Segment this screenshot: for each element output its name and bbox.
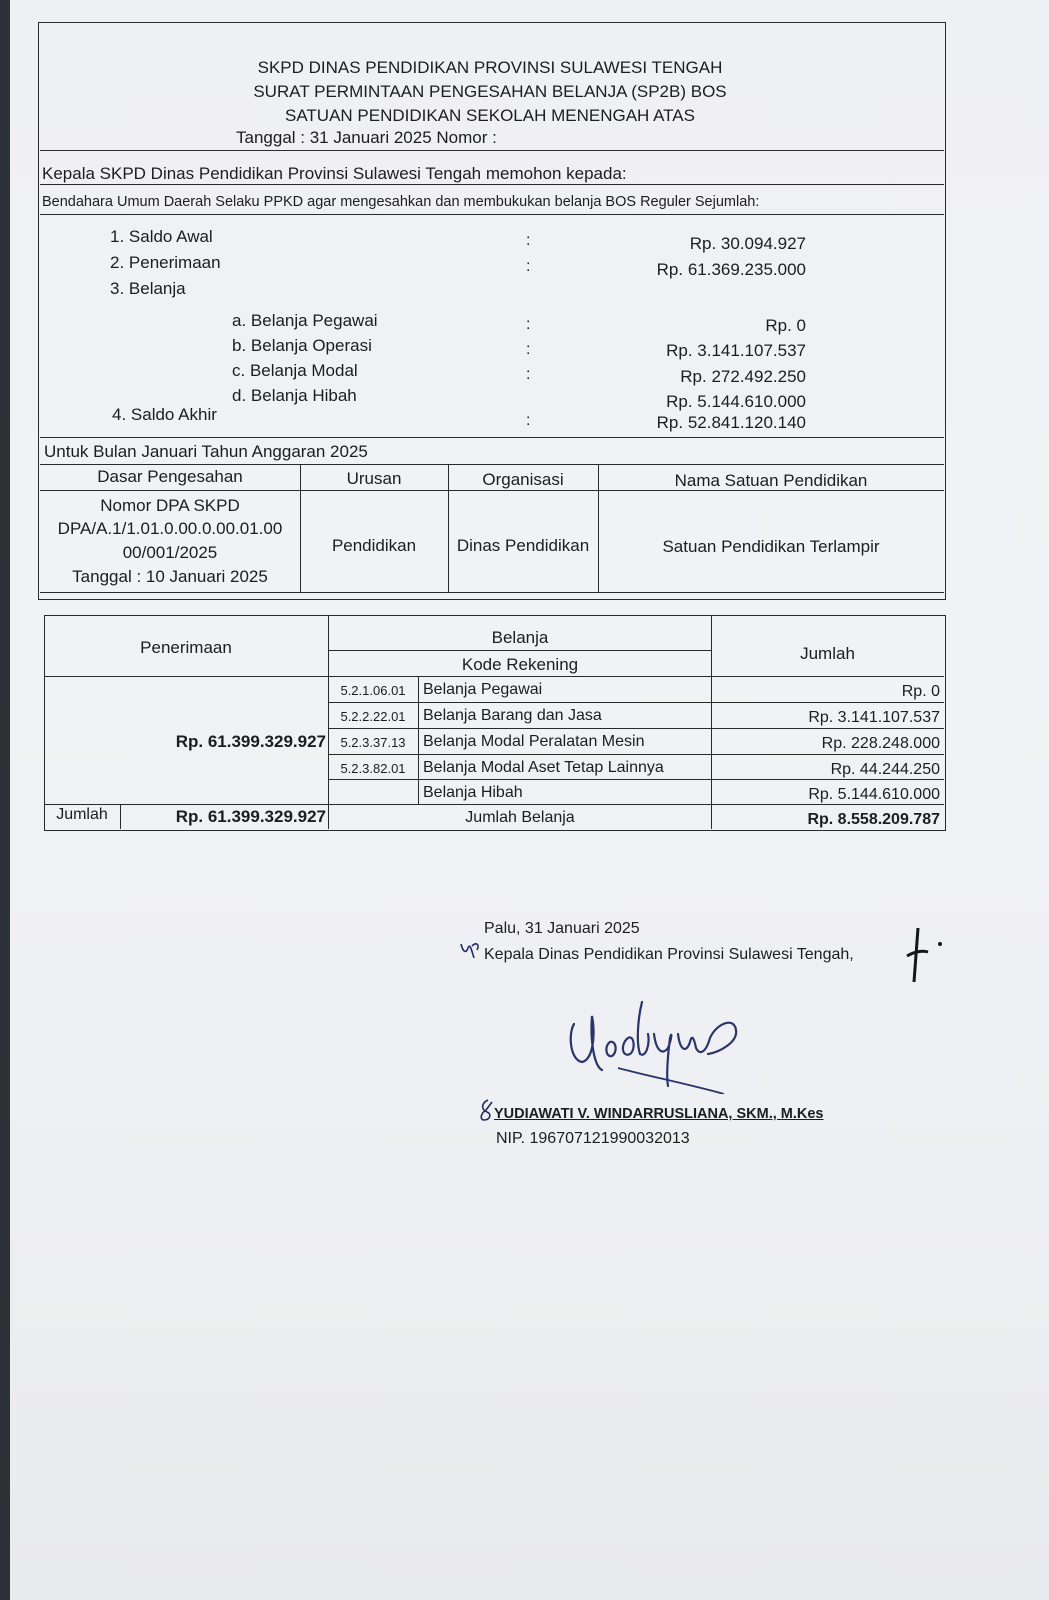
spend-row-name: Belanja Pegawai xyxy=(423,681,543,698)
saldo-akhir-label: 4. Saldo Akhir xyxy=(112,405,217,424)
spend-header-belanja: Belanja xyxy=(491,628,549,647)
penerimaan-total-value: Rp. 61.399.329.927 xyxy=(175,732,326,751)
dpa-number-line-1: DPA/A.1/1.01.0.00.0.00.01.00 xyxy=(57,519,283,538)
handwritten-initial-left xyxy=(458,940,486,964)
dpa-line-1: Nomor DPA SKPD xyxy=(100,496,240,515)
spend-belanja-divider xyxy=(328,650,712,651)
header-line-2: SURAT PERMINTAAN PENGESAHAN BELANJA (SP2B) BOS xyxy=(253,82,727,101)
total-belanja-value: Rp. 8.558.209.787 xyxy=(807,811,940,828)
document-page xyxy=(10,0,1049,1600)
saldo-awal-label: 1. Saldo Awal xyxy=(110,227,213,246)
signatory-name: YUDIAWATI V. WINDARRUSLIANA, SKM., M.Kes xyxy=(494,1106,824,1122)
belanja-modal-value: Rp. 272.492.250 xyxy=(680,367,806,386)
urusan-value: Pendidikan xyxy=(331,536,417,555)
request-line-1: Kepala SKPD Dinas Pendidikan Provinsi Sulawesi Tengah memohon kepada: xyxy=(42,164,627,183)
nama-satuan-value: Satuan Pendidikan Terlampir xyxy=(662,537,880,556)
spend-row-divider-2 xyxy=(328,728,944,729)
total-label: Jumlah xyxy=(56,806,108,823)
spend-row-divider-3 xyxy=(328,754,944,755)
spend-total-divider xyxy=(44,804,944,805)
spend-header-penerimaan: Penerimaan xyxy=(140,638,232,657)
spend-row-amount: Rp. 228.248.000 xyxy=(821,735,940,752)
saldo-akhir-colon: : xyxy=(526,412,531,429)
saldo-awal-value: Rp. 30.094.927 xyxy=(689,234,806,253)
spend-col-total-label-right xyxy=(120,804,121,829)
spend-row-code: 5.2.3.37.13 xyxy=(340,735,406,750)
belanja-modal-colon: : xyxy=(526,366,531,383)
spend-header-jumlah: Jumlah xyxy=(800,644,855,663)
belanja-operasi-value: Rp. 3.141.107.537 xyxy=(666,341,806,360)
belanja-label: 3. Belanja xyxy=(110,279,186,298)
saldo-akhir-value: Rp. 52.841.120.140 xyxy=(656,413,806,432)
organisasi-value: Dinas Pendidikan xyxy=(456,536,590,555)
belanja-operasi-label: b. Belanja Operasi xyxy=(232,336,372,355)
spend-row-name: Belanja Modal Aset Tetap Lainnya xyxy=(423,759,664,776)
belanja-pegawai-colon: : xyxy=(526,316,531,333)
divider-period-bottom xyxy=(40,464,944,465)
spend-row-amount: Rp. 5.144.610.000 xyxy=(808,786,940,803)
header-line-3: SATUAN PENDIDIKAN SEKOLAH MENENGAH ATAS xyxy=(285,106,695,125)
basis-header-urusan: Urusan xyxy=(346,469,402,488)
spend-header-bottom xyxy=(44,676,944,677)
spend-row-amount: Rp. 0 xyxy=(901,683,940,700)
signature-place-date: Palu, 31 Januari 2025 xyxy=(484,920,640,937)
spend-row-code: 5.2.3.82.01 xyxy=(340,761,406,776)
spend-header-kode: Kode Rekening xyxy=(461,655,579,674)
belanja-modal-label: c. Belanja Modal xyxy=(232,361,358,380)
spend-row-name: Belanja Modal Peralatan Mesin xyxy=(423,733,645,750)
basis-header-nama: Nama Satuan Pendidikan xyxy=(674,471,868,490)
dpa-date: Tanggal : 10 Januari 2025 xyxy=(72,567,268,586)
belanja-hibah-value: Rp. 5.144.610.000 xyxy=(666,392,806,411)
spend-col-code-right xyxy=(418,676,419,804)
period-text: Untuk Bulan Januari Tahun Anggaran 2025 xyxy=(44,442,368,461)
total-penerimaan: Rp. 61.399.329.927 xyxy=(175,807,326,826)
divider-summary-top xyxy=(40,214,944,215)
spend-row-amount: Rp. 44.244.250 xyxy=(830,761,940,778)
divider-header xyxy=(40,150,944,151)
handwritten-signature xyxy=(558,994,758,1094)
spend-row-name: Belanja Barang dan Jasa xyxy=(423,707,602,724)
basis-bottom-line xyxy=(40,592,944,593)
belanja-hibah-label: d. Belanja Hibah xyxy=(232,386,357,405)
spend-row-code: 5.2.2.22.01 xyxy=(340,709,406,724)
spend-row-code: 5.2.1.06.01 xyxy=(340,683,406,698)
divider-request xyxy=(40,184,944,185)
signatory-nip: NIP. 196707121990032013 xyxy=(496,1130,690,1147)
header-date-number: Tanggal : 31 Januari 2025 Nomor : xyxy=(236,128,497,147)
spend-row-divider-1 xyxy=(328,702,944,703)
header-line-1: SKPD DINAS PENDIDIKAN PROVINSI SULAWESI TENGAH xyxy=(257,58,723,77)
spend-row-amount: Rp. 3.141.107.537 xyxy=(808,709,940,726)
request-line-2: Bendahara Umum Daerah Selaku PPKD agar mengesahkan dan membukukan belanja BOS Reguler Sejumlah: xyxy=(42,194,760,210)
spend-row-name: Belanja Hibah xyxy=(423,784,523,801)
belanja-pegawai-label: a. Belanja Pegawai xyxy=(232,311,378,330)
spend-row-divider-4 xyxy=(328,779,944,780)
belanja-pegawai-value: Rp. 0 xyxy=(765,316,806,335)
handwritten-initial-right xyxy=(906,926,946,984)
basis-header-dasar: Dasar Pengesahan xyxy=(97,467,243,486)
divider-period-top xyxy=(40,437,944,438)
basis-header-organisasi: Organisasi xyxy=(482,470,564,489)
dpa-number-line-2: 00/001/2025 xyxy=(122,543,218,562)
penerimaan-colon: : xyxy=(526,258,531,275)
belanja-operasi-colon: : xyxy=(526,341,531,358)
penerimaan-label: 2. Penerimaan xyxy=(110,253,221,272)
total-belanja-label: Jumlah Belanja xyxy=(465,809,575,826)
penerimaan-value: Rp. 61.369.235.000 xyxy=(656,260,806,279)
saldo-awal-colon: : xyxy=(526,232,531,249)
signature-title: Kepala Dinas Pendidikan Provinsi Sulawesi Tengah, xyxy=(484,946,854,963)
